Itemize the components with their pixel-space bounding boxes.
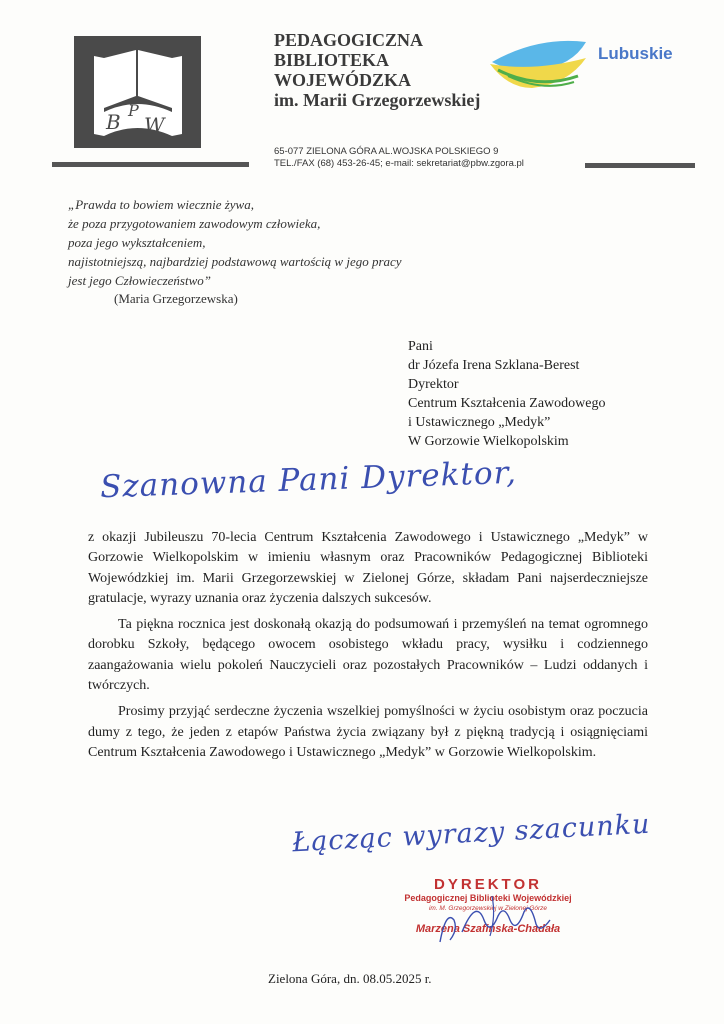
org-name-line: WOJEWÓDZKA xyxy=(274,70,412,90)
header-divider-right xyxy=(585,163,695,168)
logo-letter-p: P xyxy=(128,101,139,120)
quote-author: (Maria Grzegorzewska) xyxy=(114,291,238,306)
logo-letter-w: W xyxy=(144,113,165,137)
addressee-line: Pani xyxy=(408,339,433,354)
stamp-subline: im. M. Grzegorzewskiej w Zielonej Górze xyxy=(428,905,548,912)
addressee-block xyxy=(408,337,606,451)
quote-line: że poza przygotowaniem zawodowym człowieka, xyxy=(68,216,321,231)
stamp-title: DYREKTOR xyxy=(434,876,542,893)
address-block xyxy=(274,146,524,170)
handwritten-salutation: Szanowna Pani Dyrektor, xyxy=(99,454,518,506)
epigraph-quote xyxy=(68,195,402,290)
quote-line: jest jego Człowieczeństwo” xyxy=(68,273,211,288)
contact-line: TEL./FAX (68) 453-26-45; e-mail: sekretariat@pbw.zgora.pl xyxy=(274,158,524,169)
letter-body xyxy=(88,528,648,769)
handwritten-closing: Łącząc wyrazy szacunku xyxy=(291,808,652,859)
org-name-line: im. Marii Grzegorzewskiej xyxy=(274,90,481,110)
date-place-line: Zielona Góra, dn. 08.05.2025 r. xyxy=(268,971,432,986)
stamp-institution: Pedagogicznej Biblioteki Wojewódzkiej xyxy=(404,893,572,903)
addressee-line: i Ustawicznego „Medyk” xyxy=(408,415,551,430)
organization-name xyxy=(274,30,480,110)
lubuskie-logo-text: Lubuskie xyxy=(598,44,673,63)
addressee-line: dr Józefa Irena Szklana-Berest xyxy=(408,358,580,373)
body-paragraph: Prosimy przyjąć serdeczne życzenia wszelkiej pomyślności w życiu osobistym oraz poczucia dumy z tego, że jeden z etapów Państwa życia związany był z piękną tradycją i osiągnięciami Centrum Kształcenia Zawodowego i Ustawicznego „Medyk” w Gorzowie Wielkopolskim. xyxy=(88,704,648,760)
body-paragraph: z okazji Jubileuszu 70-lecia Centrum Kształcenia Zawodowego i Ustawicznego „Medyk” w Gorzowie Wielkopolskim w imieniu własnym oraz Pracowników Pedagogicznej Biblioteki Wojewódzkiej im. Marii Grzegorzewskiej w Zielonej Górze, składam Pani najserdeczniejsze gratulacje, wyrazy uznania oraz życzenia dalszych sukcesów. xyxy=(88,530,648,606)
body-paragraph: Ta piękna rocznica jest doskonałą okazją do podsumowań i przemyśleń na temat ogromnego dorobku Szkoły, będącego owocem osobistego wkładu pracy, wysiłku i codziennego zaangażowania wielu pokoleń Nauczycieli oraz pozostałych Pracowników – Ludzi oddanych i twórczych. xyxy=(88,617,648,694)
org-name-line: BIBLIOTEKA xyxy=(274,50,390,70)
quote-line: poza jego wykształceniem, xyxy=(68,235,206,250)
addressee-line: W Gorzowie Wielkopolskim xyxy=(408,434,569,449)
logo-letter-b: B xyxy=(106,110,121,134)
addressee-line: Dyrektor xyxy=(408,377,459,392)
stamp-name: Marzena Szafińska-Chadała xyxy=(415,923,561,935)
addressee-line: Centrum Kształcenia Zawodowego xyxy=(408,396,606,411)
address-line: 65-077 ZIELONA GÓRA AL.WOJSKA POLSKIEGO 9 xyxy=(274,146,499,157)
header-divider-left xyxy=(52,162,249,167)
lubuskie-logo-icon xyxy=(488,36,590,92)
org-name-line: PEDAGOGICZNA xyxy=(274,30,424,50)
library-logo xyxy=(74,36,201,148)
quote-line: „Prawda to bowiem wiecznie żywa, xyxy=(68,197,254,212)
signature-icon xyxy=(432,890,562,950)
quote-line: najistotniejszą, najbardziej podstawową wartością w jego pracy xyxy=(68,254,402,269)
book-icon xyxy=(74,36,201,148)
